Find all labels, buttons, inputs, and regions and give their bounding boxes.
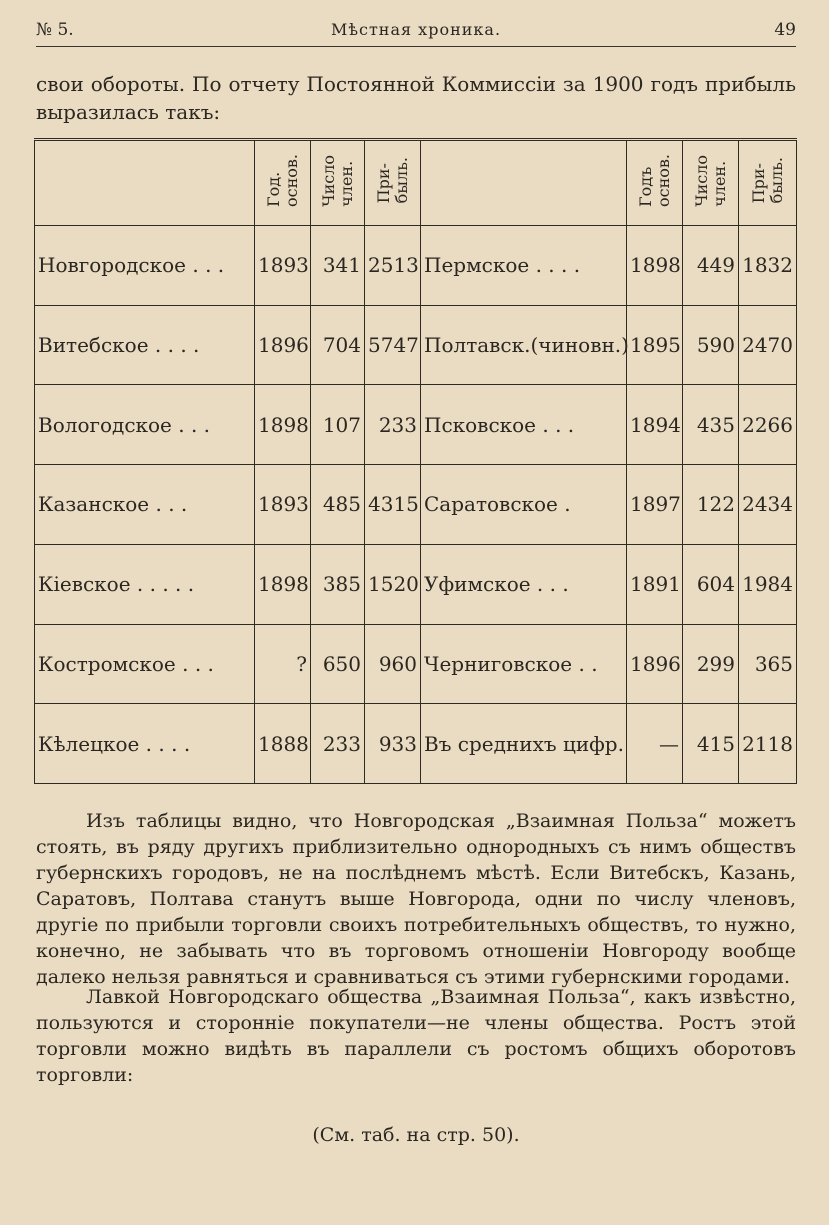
table-cell: — — [627, 704, 683, 784]
table-cell: 2266 — [739, 385, 797, 465]
table-cell: 435 — [683, 385, 739, 465]
table-cell: 960 — [365, 624, 421, 704]
table-cell: 5747 — [365, 305, 421, 385]
table-cell: Витебское . . . . — [35, 305, 255, 385]
table-row — [35, 226, 797, 306]
table-cell: Костромское . . . — [35, 624, 255, 704]
table-cell: Вологодское . . . — [35, 385, 255, 465]
table-row — [35, 544, 797, 624]
table-cell: 590 — [683, 305, 739, 385]
table-cell: 1888 — [255, 704, 311, 784]
table-cell: 1520 — [365, 544, 421, 624]
table-header-row — [35, 140, 797, 226]
table-row — [35, 305, 797, 385]
table-cell: 233 — [365, 385, 421, 465]
profit-table — [34, 138, 797, 784]
table-cell: 1832 — [739, 226, 797, 306]
table-cell: Полтавск.(чиновн.) — [421, 305, 627, 385]
table-cell: 650 — [311, 624, 365, 704]
table-cell: 485 — [311, 465, 365, 545]
table-cell: 2513 — [365, 226, 421, 306]
table-cell: 1893 — [255, 465, 311, 545]
intro-line-1: свои обороты. По отчету Постоянной Коммиссіи за 1900 годъ прибыль — [36, 72, 796, 96]
table-cell: 365 — [739, 624, 797, 704]
table-cell: 1896 — [627, 624, 683, 704]
table-cell: 604 — [683, 544, 739, 624]
table-cell: 299 — [683, 624, 739, 704]
table-cell: 1898 — [627, 226, 683, 306]
table-row — [35, 385, 797, 465]
table-row — [35, 624, 797, 704]
table-cell: Въ среднихъ цифр. — [421, 704, 627, 784]
header-cell — [421, 140, 627, 226]
header-cell: При- быль. — [739, 140, 797, 226]
header-cell: Число член. — [683, 140, 739, 226]
table-cell: 449 — [683, 226, 739, 306]
table-cell: Псковское . . . — [421, 385, 627, 465]
table-cell: 1898 — [255, 385, 311, 465]
table-cell: 2118 — [739, 704, 797, 784]
header-rule — [36, 46, 796, 47]
header-cell: Число член. — [311, 140, 365, 226]
table-cell: 1984 — [739, 544, 797, 624]
table-cell: 1891 — [627, 544, 683, 624]
table-cell: 341 — [311, 226, 365, 306]
table-cell: Казанское . . . — [35, 465, 255, 545]
table-cell: 2470 — [739, 305, 797, 385]
table-cell: 415 — [683, 704, 739, 784]
paragraph-2: Лавкой Новгородскаго общества „Взаимная Польза“, какъ извѣстно, пользуются и сторонніе покупатели—не члены общества. Ростъ этой торговли можно видѣть въ параллели съ ростомъ общихъ оборотовъ торговли: — [36, 986, 796, 1086]
section-title: Мѣстная хроника. — [330, 20, 502, 39]
intro-line-2: выразилась такъ: — [36, 100, 221, 124]
table-cell: 1897 — [627, 465, 683, 545]
table-cell: Черниговское . . — [421, 624, 627, 704]
table-cell: 933 — [365, 704, 421, 784]
header-cell — [35, 140, 255, 226]
table-row — [35, 465, 797, 545]
paragraph-1: Изъ таблицы видно, что Новгородская „Взаимная Польза“ можетъ стоять, въ ряду другихъ приблизительно однородныхъ съ нимъ обществъ губернскихъ городовъ, не на послѣднемъ мѣстѣ. Если Витебскъ, Казань, Саратовъ, Полтава станутъ выше Новгорода, одни по числу членовъ, другіе по прибыли торговли своихъ потребительныхъ обществъ, то нужно, конечно, не забывать что въ торговомъ отношеніи Новгороду вообще далеко нельзя равняться и сравниваться съ этими губернскими городами. — [36, 810, 796, 988]
table-cell: Пермское . . . . — [421, 226, 627, 306]
issue-number: № 5. — [36, 20, 74, 40]
running-header — [36, 20, 796, 48]
table-cell: Новгородское . . . — [35, 226, 255, 306]
table-cell: ? — [255, 624, 311, 704]
table-cell: 4315 — [365, 465, 421, 545]
table-cell: 233 — [311, 704, 365, 784]
table-cell: 704 — [311, 305, 365, 385]
profit-table-wrapper — [34, 138, 796, 784]
header-cell: При- быль. — [365, 140, 421, 226]
table-cell: 1896 — [255, 305, 311, 385]
header-cell: Год. основ. — [255, 140, 311, 226]
table-cell: 1894 — [627, 385, 683, 465]
header-cell: Годъ основ. — [627, 140, 683, 226]
table-reference: (См. таб. на стр. 50). — [312, 1124, 520, 1146]
table-row — [35, 704, 797, 784]
table-cell: Саратовское . — [421, 465, 627, 545]
table-cell: Уфимское . . . — [421, 544, 627, 624]
table-cell: 1898 — [255, 544, 311, 624]
page-number: 49 — [774, 20, 796, 40]
table-cell: 1893 — [255, 226, 311, 306]
table-cell: 107 — [311, 385, 365, 465]
table-cell: 385 — [311, 544, 365, 624]
table-cell: 122 — [683, 465, 739, 545]
table-cell: 1895 — [627, 305, 683, 385]
table-cell: Кѣлецкое . . . . — [35, 704, 255, 784]
table-cell: 2434 — [739, 465, 797, 545]
table-cell: Кіевское . . . . . — [35, 544, 255, 624]
intro-text — [36, 70, 796, 126]
